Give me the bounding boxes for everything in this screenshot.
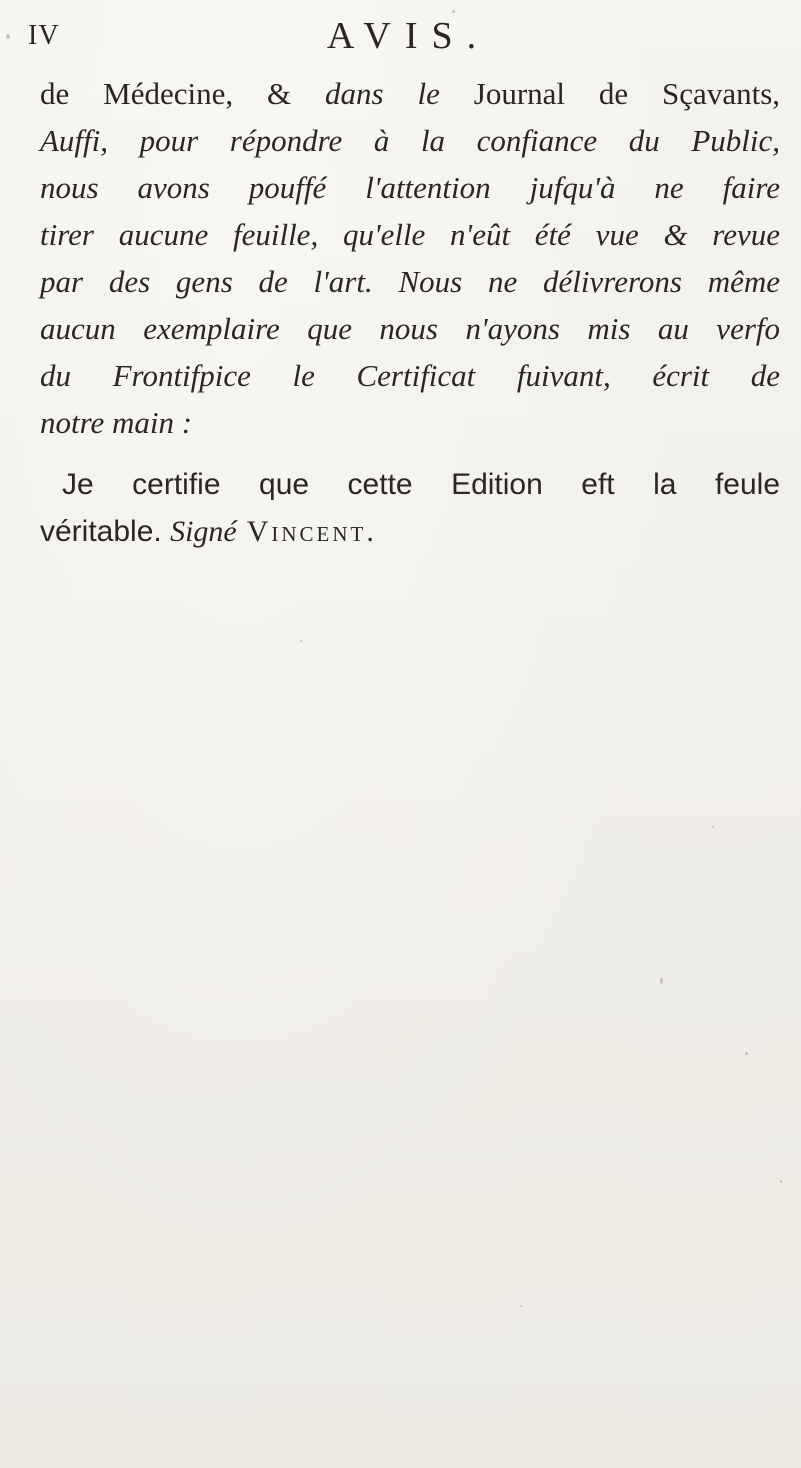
text-line-4: tirer aucune feuille, qu'elle n'eût été vue & revue	[40, 217, 780, 252]
paper-speck	[660, 978, 663, 984]
main-paragraph	[40, 70, 780, 446]
page-number: IV	[28, 20, 60, 51]
signed-label: Signé	[170, 515, 237, 548]
text-line-3: nous avons pouffé l'attention jufqu'à ne faire	[40, 170, 780, 205]
text-line-1-roman-end: Journal de Sçavants,	[439, 76, 781, 111]
paper-speck	[712, 826, 714, 828]
text-line-2: Auffi, pour répondre à la confiance du Public,	[40, 123, 780, 158]
signer-name: Vincent.	[236, 515, 377, 548]
paper-speck	[6, 34, 10, 39]
text-line-1-roman: de Médecine, &	[40, 76, 326, 111]
text-line-8: notre main :	[40, 405, 193, 440]
paper-speck	[300, 640, 302, 642]
text-line-5: par des gens de l'art. Nous ne délivrerons même	[40, 264, 780, 299]
text-line-1-italic: dans le	[325, 76, 440, 111]
certificate-line-2-text: véritable.	[40, 515, 171, 548]
certificate-line-2	[40, 508, 780, 555]
paper-speck	[452, 10, 455, 13]
text-line-1	[40, 70, 780, 117]
paper-speck	[780, 1180, 782, 1183]
certificate-line-1: Je certifie que cette Edition eft la feule	[62, 468, 780, 501]
running-title: AVIS.	[326, 15, 491, 57]
paper-speck	[520, 1305, 522, 1307]
text-line-6: aucun exemplaire que nous n'ayons mis au verfo	[40, 311, 780, 346]
page-header	[28, 14, 773, 62]
text-line-7: du Frontifpice le Certificat fuivant, écrit de	[40, 358, 780, 393]
paper-speck	[745, 1052, 748, 1055]
certificate	[40, 461, 780, 555]
